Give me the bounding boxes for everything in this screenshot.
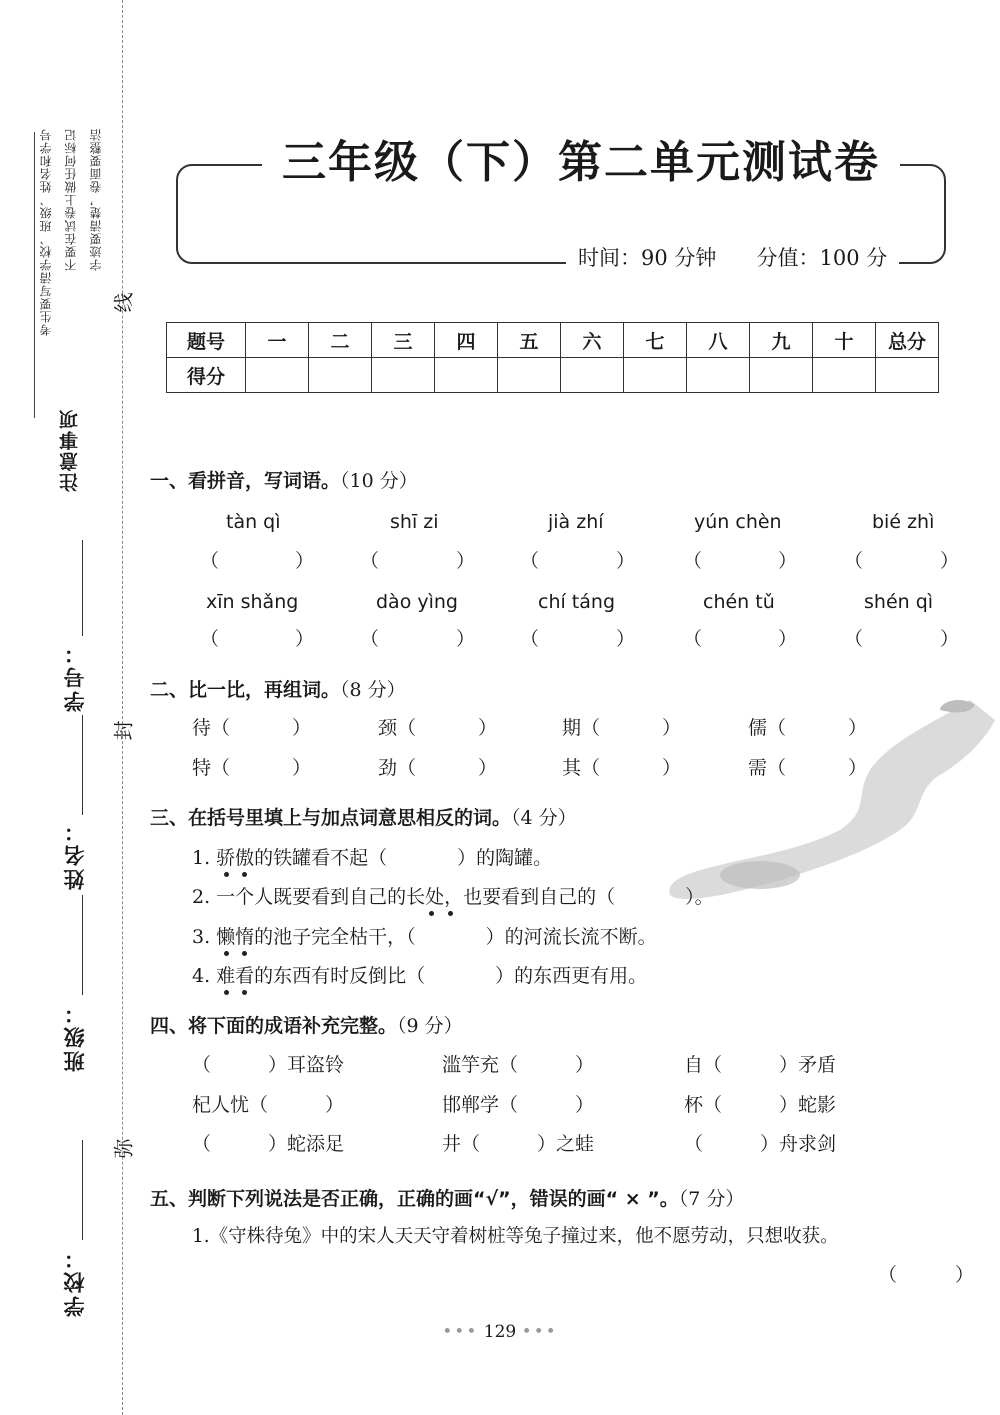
notes-block [34, 128, 108, 418]
page-number: ••• 129 ••• [442, 1322, 558, 1342]
score-cell[interactable] [876, 358, 939, 393]
answer-box-close: ） [940, 628, 960, 650]
fill-text: ）的东西更有用。 [495, 965, 648, 987]
compare-char: 待 [192, 717, 212, 739]
idiom-item[interactable]: 杞人忧（ ） [192, 1094, 345, 1116]
fill-text: 3. 懒惰的池子完全枯干，（ [192, 926, 416, 948]
compare-char: 儒 [748, 717, 768, 739]
emphasis-dot [242, 872, 247, 877]
score-table [166, 322, 939, 393]
answer-box-close: ） [778, 550, 798, 572]
compare-item[interactable]: 其（ ） [562, 757, 682, 779]
section-points: （9 分） [397, 1015, 463, 1037]
table-cell: 题号 [167, 323, 246, 358]
answer-box-open[interactable]: （ [844, 550, 864, 572]
section-heading [150, 805, 577, 831]
score-table-header-row [167, 323, 939, 358]
fill-item[interactable] [192, 884, 714, 910]
score-cell[interactable] [435, 358, 498, 393]
emphasis-dot [224, 951, 229, 956]
note-item: 不要在试卷上做任何标记 [64, 128, 78, 271]
idiom-item[interactable]: （ ）耳盗铃 [192, 1054, 345, 1076]
emphasis-dot [242, 951, 247, 956]
judge-item: 1.《守株待兔》中的宋人天天守着树桩等兔子撞过来，他不愿劳动，只想收获。 [192, 1226, 839, 1247]
compare-item[interactable]: 需（ ） [748, 757, 868, 779]
fill-item[interactable] [192, 924, 657, 950]
table-cell: 六 [561, 323, 624, 358]
emphasis-dot [448, 911, 453, 916]
answer-box-open[interactable]: （ [200, 550, 220, 572]
table-cell: 八 [687, 323, 750, 358]
score-cell[interactable] [561, 358, 624, 393]
score-cell[interactable] [498, 358, 561, 393]
answer-box-open[interactable]: （ [360, 628, 380, 650]
idiom-item[interactable]: 邯郸学（ ） [442, 1094, 595, 1116]
answer-box-close: ） [778, 628, 798, 650]
compare-char: 期 [562, 717, 582, 739]
fill-text: 2. 一个人既要看到自己的长处，也要看到自己的（ [192, 886, 616, 908]
compare-item[interactable]: 期（ ） [562, 717, 682, 739]
score-cell[interactable] [687, 358, 750, 393]
section-title: 三、在括号里填上与加点词意思相反的词。 [150, 807, 512, 829]
fill-text: 1. 骄傲的铁罐看不起（ [192, 847, 388, 869]
section-heading [150, 1013, 463, 1039]
compare-item[interactable]: 特（ ） [192, 757, 312, 779]
emphasis-dot [242, 990, 247, 995]
answer-box-close: ） [295, 628, 315, 650]
section-title: 一、看拼音，写词语。 [150, 470, 341, 492]
answer-box-open[interactable]: （ [360, 550, 380, 572]
judge-answer-box[interactable]: （ ） [878, 1264, 975, 1286]
score-table-score-row [167, 358, 939, 393]
idiom-item[interactable]: 杯（ ）蛇影 [684, 1094, 837, 1116]
compare-char: 需 [748, 757, 768, 779]
compare-char: 劲 [378, 757, 398, 779]
answer-box-close: ） [456, 628, 476, 650]
score-cell[interactable] [624, 358, 687, 393]
idiom-item[interactable]: 自（ ）矛盾 [684, 1054, 837, 1076]
score-cell[interactable] [750, 358, 813, 393]
student-id-line[interactable] [82, 540, 83, 636]
answer-box-open[interactable]: （ [683, 550, 703, 572]
answer-box-open[interactable]: （ [200, 628, 220, 650]
student-id-label: 学号： [63, 640, 87, 712]
pinyin: bié zhì [872, 511, 935, 533]
answer-box-open[interactable]: （ [844, 628, 864, 650]
exam-info [566, 244, 899, 272]
table-cell: 总分 [876, 323, 939, 358]
answer-box-close: ） [295, 550, 315, 572]
compare-item[interactable]: 儒（ ） [748, 717, 868, 739]
section-heading [150, 468, 418, 494]
notes-title: 注意事项 [59, 408, 81, 492]
section-title: 五、判断下列说法是否正确，正确的画“√”，错误的画“ × ”。 [150, 1188, 679, 1210]
exam-score: 分值：100 分 [756, 246, 888, 270]
table-cell: 七 [624, 323, 687, 358]
section-heading [150, 677, 406, 703]
page-title: 三年级（下）第二单元测试卷 [262, 138, 900, 188]
idiom-item[interactable]: 井（ ）之蛙 [442, 1133, 595, 1155]
compare-item[interactable]: 待（ ） [192, 717, 312, 739]
compare-item[interactable]: 颈（ ） [378, 717, 498, 739]
fill-text: 4. 难看的东西有时反倒比（ [192, 965, 426, 987]
pinyin: chén tǔ [703, 591, 775, 613]
class-line[interactable] [82, 895, 83, 995]
pinyin: jià zhí [548, 511, 604, 533]
compare-char: 颈 [378, 717, 398, 739]
fill-text: ）的陶罐。 [457, 847, 553, 869]
section-title: 二、比一比，再组词。 [150, 679, 341, 701]
section-points: （4 分） [511, 807, 577, 829]
answer-box-close: ） [940, 550, 960, 572]
pinyin: dào yìng [376, 591, 458, 613]
idiom-item[interactable]: 滥竽充（ ） [442, 1054, 595, 1076]
emphasis-dot [224, 990, 229, 995]
score-cell[interactable] [309, 358, 372, 393]
exam-time: 时间：90 分钟 [578, 246, 717, 270]
table-cell: 十 [813, 323, 876, 358]
pinyin: yún chèn [694, 511, 782, 533]
section-title: 四、将下面的成语补充完整。 [150, 1015, 398, 1037]
seal-char-feng: 封 [111, 720, 136, 741]
table-cell: 二 [309, 323, 372, 358]
pinyin: xīn shǎng [206, 591, 299, 613]
answer-box-open[interactable]: （ [520, 550, 540, 572]
compare-item[interactable]: 劲（ ） [378, 757, 498, 779]
emphasis-dot [429, 911, 434, 916]
answer-box-open[interactable]: （ [683, 628, 703, 650]
section-points: （7 分） [678, 1188, 745, 1210]
pinyin: shī zi [390, 511, 439, 533]
answer-box-close: ） [616, 550, 636, 572]
page-number-value: 129 [483, 1322, 517, 1342]
idiom-item[interactable]: （ ）舟求剑 [684, 1133, 837, 1155]
fill-text: ）。 [685, 886, 714, 908]
name-line[interactable] [82, 715, 83, 815]
note-item: 字迹要清楚，卷面要整洁 [89, 128, 103, 271]
table-cell: 得分 [167, 358, 246, 393]
notes-bracket [34, 132, 35, 418]
binding-dashed-line [122, 0, 123, 1415]
answer-box-close: ） [616, 628, 636, 650]
pinyin: tàn qì [226, 511, 281, 533]
fill-text: ）的河流长流不断。 [485, 926, 657, 948]
section-heading [150, 1186, 744, 1212]
answer-box-open[interactable]: （ [520, 628, 540, 650]
score-cell[interactable] [813, 358, 876, 393]
idiom-item[interactable]: （ ）蛇添足 [192, 1133, 345, 1155]
table-cell: 四 [435, 323, 498, 358]
table-cell: 三 [372, 323, 435, 358]
fill-item[interactable] [192, 845, 552, 871]
emphasis-dot [224, 872, 229, 877]
name-label: 姓名： [63, 818, 87, 890]
pinyin: chí táng [538, 591, 616, 613]
seal-char-xian: 线 [111, 292, 136, 313]
note-item: 考生要写清学校、班级、姓名和学号 [39, 128, 53, 336]
score-cell[interactable] [372, 358, 435, 393]
answer-box-close: ） [456, 550, 476, 572]
school-line[interactable] [82, 1140, 83, 1240]
compare-char: 其 [562, 757, 582, 779]
fill-item[interactable] [192, 963, 647, 989]
class-label: 班级： [63, 1000, 87, 1072]
section-points: （8 分） [340, 679, 406, 701]
table-cell: 九 [750, 323, 813, 358]
pinyin: shén qì [864, 591, 934, 613]
table-cell: 一 [246, 323, 309, 358]
seal-char-mi: 弥 [111, 1138, 136, 1159]
section-points: （10 分） [340, 470, 418, 492]
school-label: 学校： [63, 1245, 87, 1317]
score-cell[interactable] [246, 358, 309, 393]
compare-char: 特 [192, 757, 212, 779]
table-cell: 五 [498, 323, 561, 358]
